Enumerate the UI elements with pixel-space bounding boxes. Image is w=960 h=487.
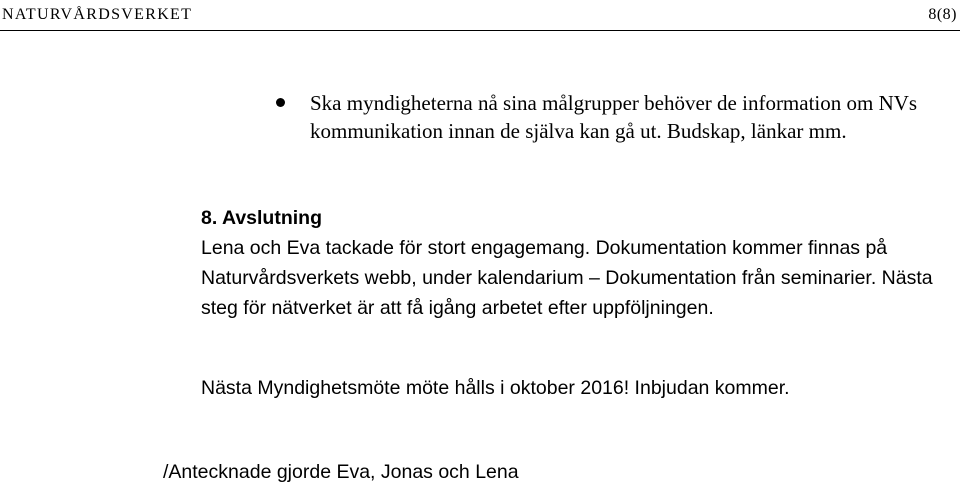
signature-line: /Antecknade gjorde Eva, Jonas och Lena xyxy=(163,461,519,483)
closing-section xyxy=(201,203,957,323)
header-divider xyxy=(0,30,960,31)
page-number: 8(8) xyxy=(928,6,957,23)
bullet-icon xyxy=(276,98,285,107)
organization-name: NATURVÅRDSVERKET xyxy=(2,6,193,23)
bullet-item-text: Ska myndigheterna nå sina målgrupper behöver de information om NVs kommunikation innan de själva kan gå ut. Budskap, länkar mm. xyxy=(310,91,918,143)
page-header xyxy=(0,6,960,28)
section-heading: 8. Avslutning xyxy=(201,207,322,229)
next-meeting-note: Nästa Myndighetsmöte möte hålls i oktober 2016! Inbjudan kommer. xyxy=(201,377,790,399)
section-body: Lena och Eva tackade för stort engagemang. Dokumentation kommer finnas på Naturvårdsverkets webb, under kalendarium – Dokumentation från seminarier. Nästa steg för nätverket är att få igång arbetet efter uppföljningen. xyxy=(201,237,933,319)
